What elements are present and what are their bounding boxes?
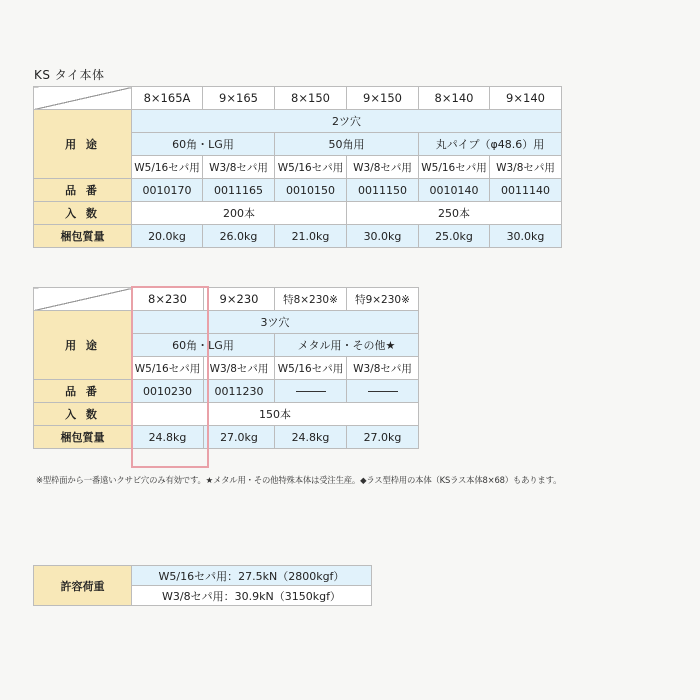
quantity-label: 入 数 — [34, 202, 132, 225]
separator-cell: W3/8セパ用 — [490, 156, 562, 179]
holes-cell: 2ツ穴 — [132, 110, 562, 133]
part-no-cell: 0010230 — [132, 380, 204, 403]
weight-cell: 21.0kg — [275, 225, 347, 248]
header-corner-cell — [34, 87, 132, 110]
use-group-cell: 丸パイプ（φ48.6）用 — [419, 133, 562, 156]
dash-line — [296, 391, 326, 392]
quantity-label: 入 数 — [34, 403, 132, 426]
section-title: KS タイ本体 — [34, 68, 105, 82]
quantity-cell: 150本 — [132, 403, 419, 426]
separator-cell: W5/16セパ用 — [275, 156, 347, 179]
separator-cell: W5/16セパ用 — [275, 357, 347, 380]
use-group-cell: 50角用 — [275, 133, 419, 156]
allowable-load-table — [33, 565, 372, 606]
spec-table-2-hole — [33, 86, 562, 248]
weight-cell: 30.0kg — [347, 225, 419, 248]
weight-cell: 27.0kg — [204, 426, 275, 449]
separator-cell: W3/8セパ用 — [347, 357, 419, 380]
part-no-cell: 0010140 — [419, 179, 490, 202]
size-header: 特9×230※ — [347, 288, 419, 311]
use-group-cell: 60角・LG用 — [132, 334, 275, 357]
part-no-cell: 0011230 — [204, 380, 275, 403]
size-header: 9×165 — [203, 87, 275, 110]
size-header: 8×140 — [419, 87, 490, 110]
separator-cell: W3/8セパ用 — [203, 156, 275, 179]
part-no-cell: 0011165 — [203, 179, 275, 202]
dash-line — [368, 391, 398, 392]
part-no-cell: 0011150 — [347, 179, 419, 202]
weight-cell: 20.0kg — [132, 225, 203, 248]
size-header: 9×150 — [347, 87, 419, 110]
weight-cell: 24.8kg — [275, 426, 347, 449]
spec-table-3-hole — [33, 287, 419, 449]
separator-cell: W5/16セパ用 — [132, 357, 204, 380]
weight-cell: 25.0kg — [419, 225, 490, 248]
part-no-cell: 0010150 — [275, 179, 347, 202]
separator-cell: W3/8セパ用 — [347, 156, 419, 179]
use-group-cell: 60角・LG用 — [132, 133, 275, 156]
weight-cell: 24.8kg — [132, 426, 204, 449]
part-no-label: 品 番 — [34, 380, 132, 403]
size-header: 特8×230※ — [275, 288, 347, 311]
quantity-cell: 200本 — [132, 202, 347, 225]
size-header: 9×140 — [490, 87, 562, 110]
use-group-cell: メタル用・その他★ — [275, 334, 419, 357]
separator-cell: W5/16セパ用 — [419, 156, 490, 179]
separator-cell: W5/16セパ用 — [132, 156, 203, 179]
size-header: 9×230 — [204, 288, 275, 311]
weight-label: 梱包質量 — [34, 225, 132, 248]
holes-cell: 3ツ穴 — [132, 311, 419, 334]
size-header: 8×165A — [132, 87, 203, 110]
load-value-cell: W5/16セパ用：27.5kN（2800kgf） — [132, 566, 372, 586]
separator-cell: W3/8セパ用 — [204, 357, 275, 380]
weight-label: 梱包質量 — [34, 426, 132, 449]
part-no-cell: 0011140 — [490, 179, 562, 202]
allowable-load-label: 許容荷重 — [34, 566, 132, 606]
weight-cell: 26.0kg — [203, 225, 275, 248]
weight-cell: 30.0kg — [490, 225, 562, 248]
load-value-cell: W3/8セパ用：30.9kN（3150kgf） — [132, 586, 372, 606]
quantity-cell: 250本 — [347, 202, 562, 225]
use-label: 用 途 — [34, 110, 132, 179]
size-header: 8×150 — [275, 87, 347, 110]
part-no-label: 品 番 — [34, 179, 132, 202]
part-no-cell — [275, 380, 347, 403]
header-corner-cell — [34, 288, 132, 311]
part-no-cell: 0010170 — [132, 179, 203, 202]
use-label: 用 途 — [34, 311, 132, 380]
part-no-cell — [347, 380, 419, 403]
size-header: 8×230 — [132, 288, 204, 311]
weight-cell: 27.0kg — [347, 426, 419, 449]
footnote: ※型枠面から一番遠いクサビ穴のみ有効です。★メタル用・その他特殊本体は受注生産。◆ラス型枠用の本体（KSラス本体8×68）もあります。 — [36, 475, 562, 485]
